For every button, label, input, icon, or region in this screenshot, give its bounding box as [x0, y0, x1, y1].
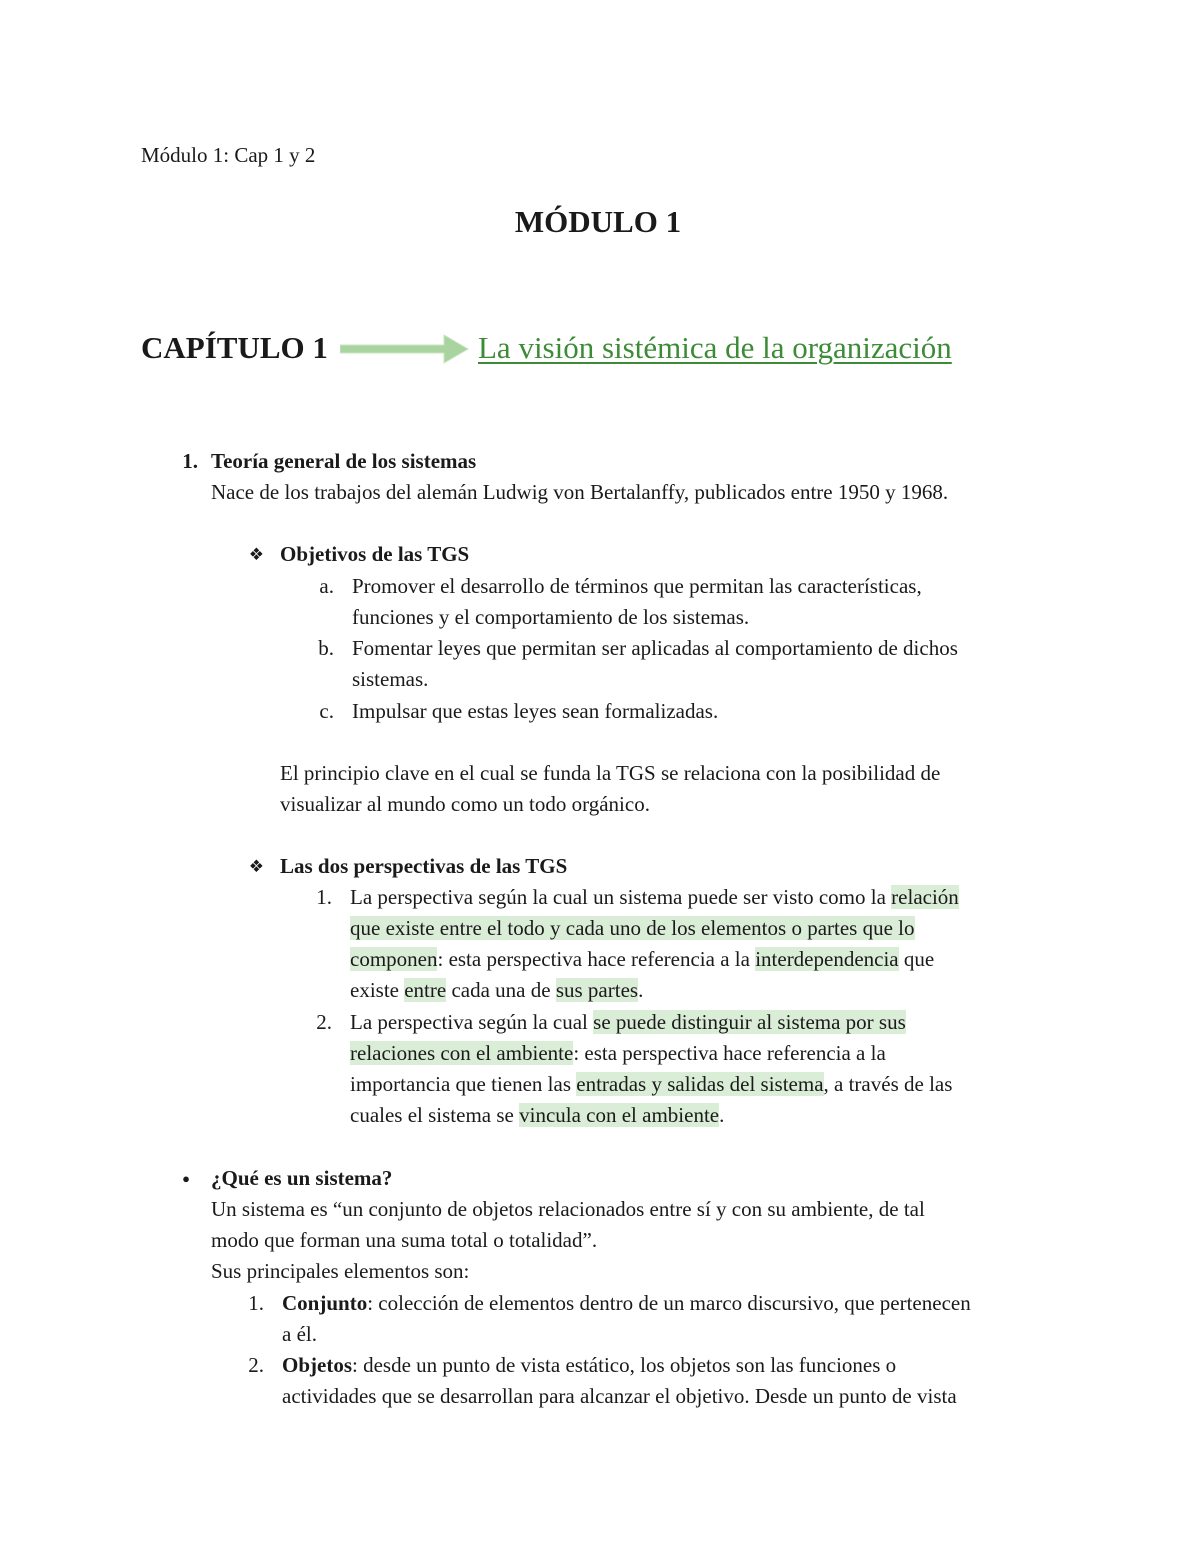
system-heading: ¿Qué es un sistema?: [211, 1166, 393, 1190]
term: Conjunto: [282, 1291, 368, 1315]
text-run: cada una de: [446, 978, 556, 1002]
highlighted-text: relaciones con el ambiente: [350, 1041, 574, 1065]
elements-intro: Sus principales elementos son:: [211, 1259, 470, 1283]
system-definition: Un sistema es “un conjunto de objetos relacionados entre sí y con su ambiente, de tal: [211, 1197, 925, 1221]
text-run: .: [638, 978, 644, 1002]
text-run: cuales el sistema se: [350, 1103, 520, 1127]
text-run: , a través de las: [823, 1072, 953, 1096]
list-marker: 2.: [316, 1010, 332, 1034]
text-run: La perspectiva según la cual un sistema puede ser visto como la: [350, 885, 892, 909]
diamond-bullet-icon: ❖: [248, 857, 264, 876]
list-item-text: [350, 882, 959, 913]
list-item-text: actividades que se desarrollan para alcanzar el objetivo. Desde un punto de vista: [282, 1384, 957, 1408]
highlighted-text: interdependencia: [755, 947, 899, 971]
text-run: que: [898, 947, 935, 971]
list-item-text: [350, 1038, 886, 1069]
highlighted-text: componen: [350, 947, 438, 971]
list-item-text: [282, 1350, 896, 1381]
term: Objetos: [282, 1353, 352, 1377]
section-number: 1.: [182, 449, 198, 473]
list-item-text: [350, 913, 915, 944]
list-item-text: [350, 1069, 952, 1100]
text-run: .: [719, 1103, 725, 1127]
module-title: MÓDULO 1: [514, 204, 682, 239]
section-heading: Teoría general de los sistemas: [211, 449, 477, 473]
text-run: existe: [350, 978, 405, 1002]
list-item-text: Impulsar que estas leyes sean formalizadas.: [352, 699, 719, 723]
list-item-text: funciones y el comportamiento de los sistemas.: [352, 605, 750, 629]
list-item-text: [350, 975, 643, 1006]
list-item-text: [350, 1007, 906, 1038]
highlighted-text: sus partes: [555, 978, 639, 1002]
highlighted-text: relación: [891, 885, 959, 909]
diamond-bullet-icon: ❖: [248, 545, 264, 564]
list-marker: b.: [318, 636, 334, 660]
text-run: La perspectiva según la cual: [350, 1010, 594, 1034]
highlighted-text: se puede distinguir al sistema por sus: [593, 1010, 906, 1034]
list-marker: c.: [319, 699, 334, 723]
list-marker: 1.: [248, 1291, 264, 1315]
list-item-text: Fomentar leyes que permitan ser aplicadas al comportamiento de dichos: [352, 636, 958, 660]
list-marker: 1.: [316, 885, 332, 909]
text-run: importancia que tienen las: [350, 1072, 577, 1096]
chapter-title: La visión sistémica de la organización: [478, 330, 952, 365]
list-item-text: [282, 1288, 971, 1319]
principle-text: El principio clave en el cual se funda la TGS se relaciona con la posibilidad de: [280, 761, 941, 785]
highlighted-text: que existe entre el todo y cada uno de los elementos o partes que lo: [350, 916, 915, 940]
text-run: : colección de elementos dentro de un marco discursivo, que pertenecen: [367, 1291, 971, 1315]
module-header: Módulo 1: Cap 1 y 2: [141, 143, 316, 167]
system-definition: modo que forman una suma total o totalidad”.: [211, 1228, 598, 1252]
list-marker: 2.: [248, 1353, 264, 1377]
right-arrow-icon: [340, 331, 470, 367]
perspectives-heading: Las dos perspectivas de las TGS: [280, 854, 568, 878]
section-intro: Nace de los trabajos del alemán Ludwig von Bertalanffy, publicados entre 1950 y 1968.: [211, 480, 949, 504]
list-marker: a.: [319, 574, 334, 598]
text-run: : esta perspectiva hace referencia a la: [573, 1041, 886, 1065]
list-item-text: sistemas.: [352, 667, 429, 691]
text-run: : desde un punto de vista estático, los objetos son las funciones o: [352, 1353, 897, 1377]
list-item-text: [350, 1100, 724, 1131]
objectives-heading: Objetivos de las TGS: [280, 542, 470, 566]
list-item-text: a él.: [282, 1322, 317, 1346]
text-run: : esta perspectiva hace referencia a la: [437, 947, 756, 971]
list-item-text: Promover el desarrollo de términos que permitan las características,: [352, 574, 922, 598]
round-bullet-icon: ●: [182, 1171, 190, 1186]
chapter-label: CAPÍTULO 1: [141, 330, 328, 365]
highlighted-text: entradas y salidas del sistema: [576, 1072, 824, 1096]
principle-text: visualizar al mundo como un todo orgánico.: [280, 792, 650, 816]
list-item-text: [350, 944, 934, 975]
highlighted-text: vincula con el ambiente: [519, 1103, 720, 1127]
highlighted-text: entre: [404, 978, 447, 1002]
